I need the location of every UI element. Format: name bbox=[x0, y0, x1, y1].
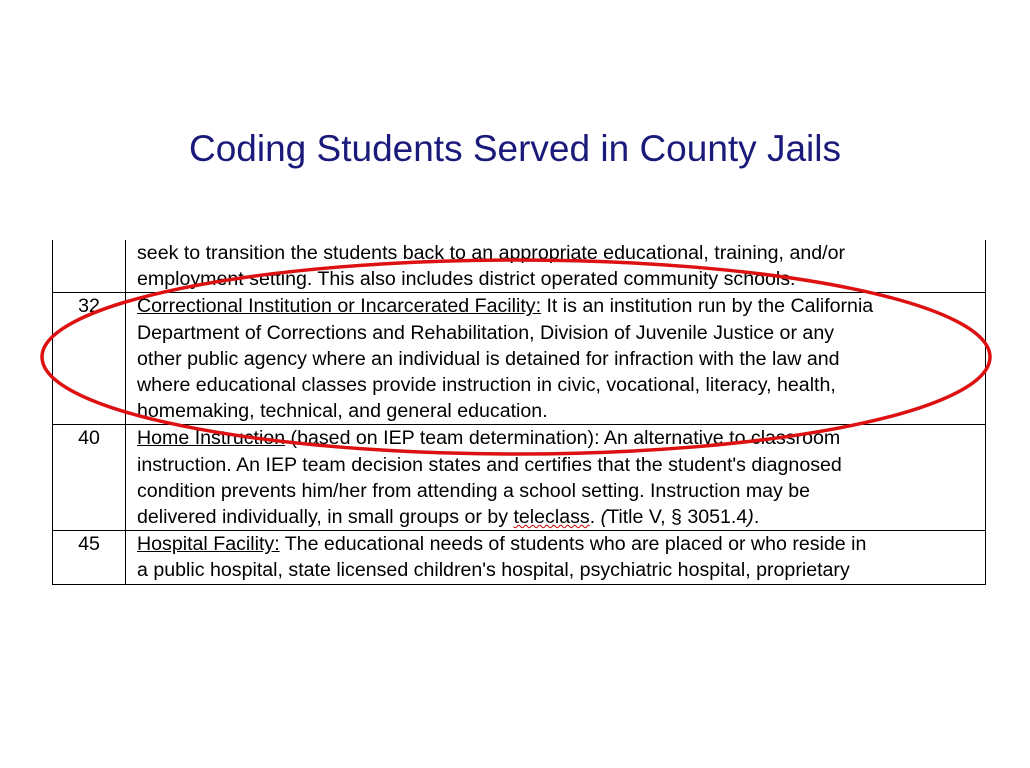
description-line: Department of Corrections and Rehabilitation, Division of Juvenile Justice or any bbox=[137, 321, 835, 344]
description-text: The educational needs of students who are placed or who reside in bbox=[279, 533, 867, 556]
code-cell bbox=[53, 240, 126, 293]
term-label: Correctional Institution or Incarcerated Facility: bbox=[137, 295, 542, 318]
table-row bbox=[53, 240, 986, 293]
description-cell bbox=[126, 425, 986, 531]
description-cell bbox=[126, 293, 986, 425]
table-row bbox=[53, 293, 986, 425]
description-line: seek to transition the students back to an appropriate educational, training, and/or bbox=[137, 242, 846, 264]
description-text: . bbox=[753, 506, 760, 529]
code-table bbox=[52, 240, 986, 585]
code-table-excerpt bbox=[52, 240, 986, 582]
table-row bbox=[53, 425, 986, 531]
description-text: delivered individually, in small groups or by bbox=[137, 506, 514, 529]
slide-title: Coding Students Served in County Jails bbox=[189, 128, 841, 169]
code-cell: 32 bbox=[53, 293, 126, 425]
description-line: homemaking, technical, and general education. bbox=[137, 400, 548, 423]
table-row bbox=[53, 531, 986, 584]
description-line: instruction. An IEP team decision states and certifies that the student's diagnosed bbox=[137, 453, 842, 476]
description-line: other public agency where an individual is detained for infraction with the law and bbox=[137, 347, 840, 370]
description-line bbox=[137, 425, 981, 451]
code-cell: 40 bbox=[53, 425, 126, 531]
description-text: . bbox=[589, 506, 601, 529]
description-line bbox=[137, 293, 981, 319]
spellcheck-flagged-word: teleclass bbox=[513, 506, 590, 529]
citation-paren: ) bbox=[747, 506, 754, 529]
description-cell bbox=[126, 240, 986, 293]
description-line bbox=[137, 504, 981, 530]
description-line: where educational classes provide instruction in civic, vocational, literacy, health, bbox=[137, 374, 836, 397]
description-line: a public hospital, state licensed children's hospital, psychiatric hospital, proprietary bbox=[137, 559, 850, 582]
description-text: It is an institution run by the California bbox=[541, 295, 874, 318]
description-cell bbox=[126, 531, 986, 584]
citation-paren: ( bbox=[600, 506, 608, 529]
description-text: (based on IEP team determination): An alternative to classroom bbox=[285, 427, 841, 450]
description-line: employment setting. This also includes district operated community schools. bbox=[137, 268, 796, 291]
citation-text: Title V, § 3051.4 bbox=[607, 506, 748, 529]
description-line bbox=[137, 531, 981, 557]
term-label: Home Instruction bbox=[137, 427, 286, 450]
term-label: Hospital Facility: bbox=[137, 533, 280, 556]
description-line: condition prevents him/her from attending a school setting. Instruction may be bbox=[137, 479, 811, 502]
code-cell: 45 bbox=[53, 531, 126, 584]
